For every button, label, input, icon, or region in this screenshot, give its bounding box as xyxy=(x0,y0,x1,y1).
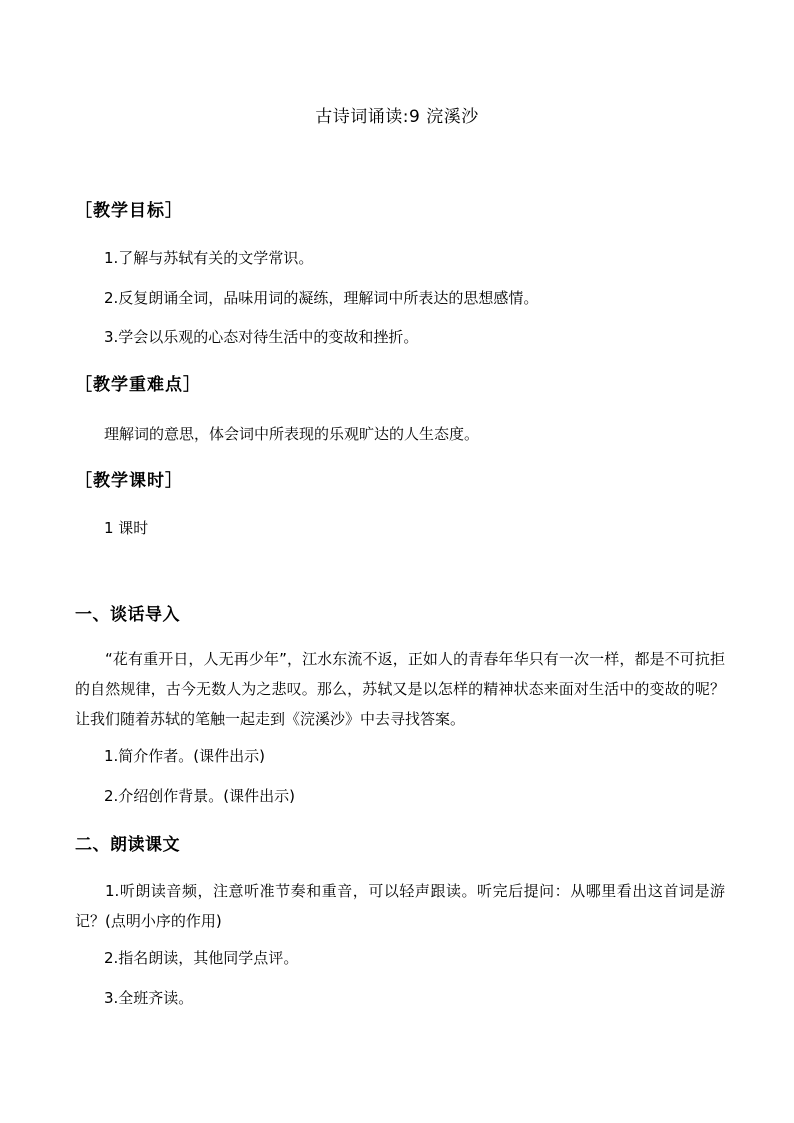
section1-paragraph: “花有重开日，人无再少年”，江水东流不返，正如人的青春年华只有一次一样，都是不可抗拒的自然规律，古今无数人为之悲叹。那么，苏轼又是以怎样的精神状态来面对生活中的变故的呢？让我们随着苏轼的笔触一起走到《浣溪沙》中去寻找答案。 xyxy=(75,650,725,728)
objective-item-3: 3.学会以乐观的心态对待生活中的变故和挫折。 xyxy=(104,328,419,346)
periods-heading: ［教学课时］ xyxy=(75,471,183,491)
section2-item-2: 3.全班齐读。 xyxy=(104,989,194,1007)
section2-paragraph: 1.听朗读音频，注意听准节奏和重音，可以轻声跟读。听完后提问：从哪里看出这首词是游记？(点明小序的作用) xyxy=(75,882,725,930)
objective-item-2: 2.反复朗诵全词，品味用词的凝练，理解词中所表达的思想感情。 xyxy=(104,289,539,307)
section1-item-1: 1.简介作者。(课件出示) xyxy=(104,747,266,765)
section2-heading: 二、朗读课文 xyxy=(75,835,180,855)
objectives-heading: ［教学目标］ xyxy=(75,201,183,221)
section1-item-2: 2.介绍创作背景。(课件出示) xyxy=(104,787,296,805)
section1-heading: 一、谈话导入 xyxy=(75,605,180,625)
keypoints-text: 理解词的意思，体会词中所表现的乐观旷达的人生态度。 xyxy=(104,425,480,443)
keypoints-heading: ［教学重难点］ xyxy=(75,375,201,395)
objective-item-1: 1.了解与苏轼有关的文学常识。 xyxy=(104,249,314,267)
document-title: 古诗词诵读:9 浣溪沙 xyxy=(315,107,479,127)
periods-text: 1 课时 xyxy=(104,519,149,537)
section2-item-1: 2.指名朗读，其他同学点评。 xyxy=(104,949,299,967)
